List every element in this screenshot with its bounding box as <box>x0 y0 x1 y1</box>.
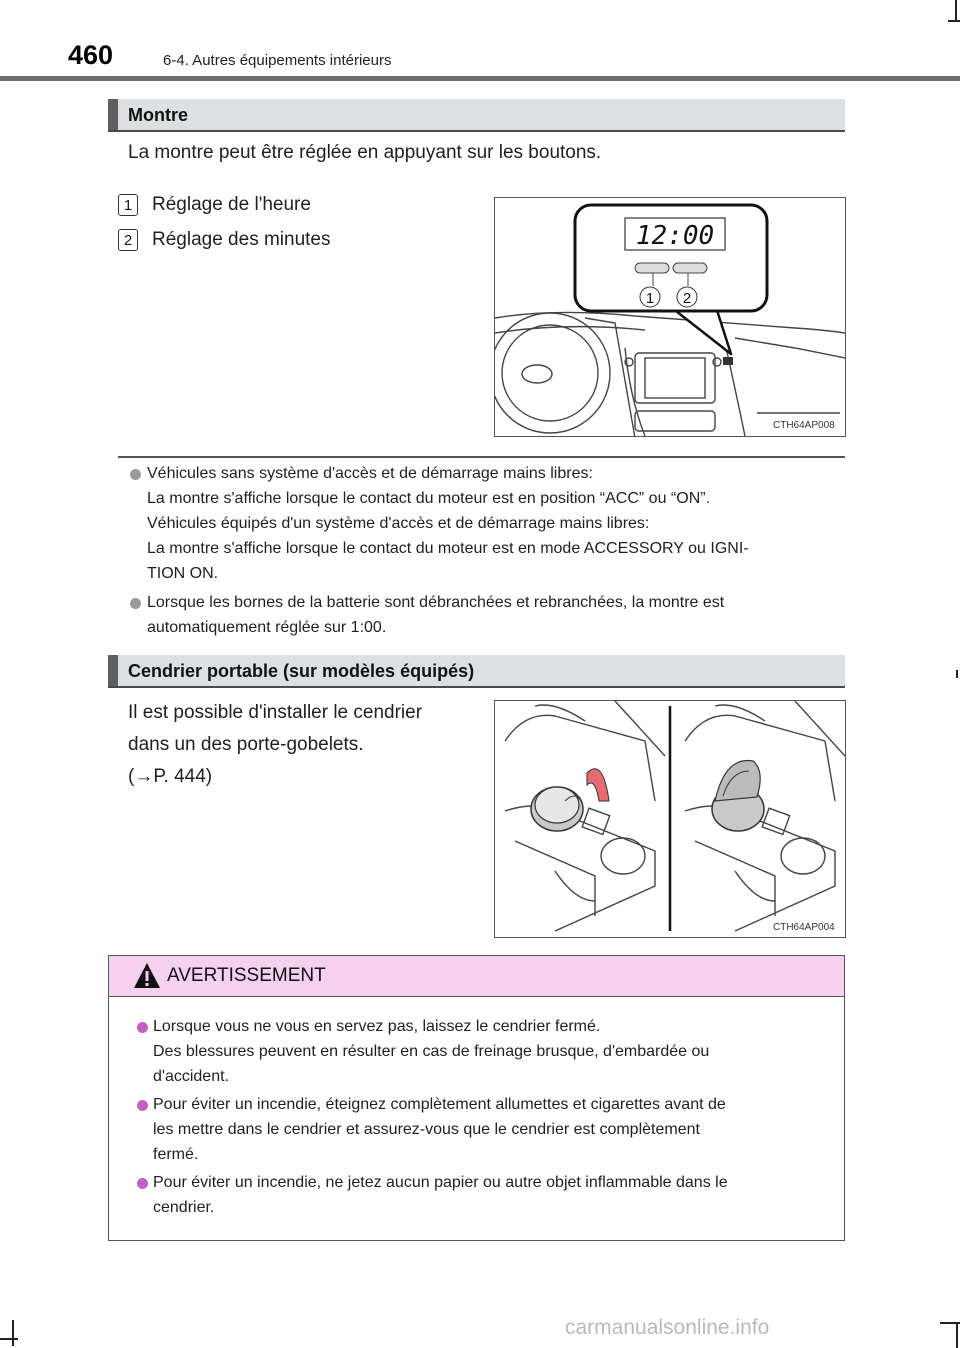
warning-line: les mettre dans le cendrier et assurez-vous que le cendrier est complètement <box>153 1121 700 1138</box>
section-bar-ashtray <box>108 655 845 688</box>
cupholder-drawing <box>495 701 845 937</box>
clock-illustration <box>494 197 846 437</box>
warning-item-extinguish <box>153 1092 837 1167</box>
warning-item-flammable <box>153 1170 837 1220</box>
note-battery <box>147 590 845 640</box>
ashtray-text-line: Il est possible d'installer le cendrier <box>128 702 423 723</box>
note-ignition <box>147 461 845 586</box>
warning-bullet <box>137 1178 148 1189</box>
bar-accent <box>108 655 118 686</box>
warning-line: cendrier. <box>153 1199 215 1216</box>
note-bullet <box>130 469 141 480</box>
ashtray-text <box>128 697 478 793</box>
warning-line: Pour éviter un incendie, ne jetez aucun papier ou autre objet inflammable dans le <box>153 1174 728 1191</box>
warning-line: fermé. <box>153 1146 199 1163</box>
figure-code: CTH64AP008 <box>773 420 835 431</box>
page-number: 460 <box>68 40 114 70</box>
section-title-ashtray: Cendrier portable (sur modèles équipés) <box>128 661 475 681</box>
item-number-badge: 1 <box>118 194 138 216</box>
warning-triangle-icon <box>133 962 161 989</box>
section-title-clock: Montre <box>128 105 188 125</box>
crop-mark <box>12 1320 14 1346</box>
ashtray-text-line: dans un des porte-gobelets. <box>128 734 364 755</box>
section-header: 6-4. Autres équipements intérieurs <box>163 52 392 69</box>
warning-bullet <box>137 1100 148 1111</box>
note-line: TION ON. <box>147 565 219 582</box>
crop-mark <box>940 1322 960 1324</box>
warning-item-closed <box>153 1014 837 1089</box>
bar-accent <box>108 99 118 130</box>
warning-title: AVERTISSEMENT <box>167 965 326 986</box>
crop-mark <box>0 1338 18 1340</box>
warning-bullet <box>137 1022 148 1033</box>
callout-2: 2 <box>682 290 692 307</box>
section-bar-clock <box>108 99 845 132</box>
warning-box <box>108 955 845 1241</box>
item-number-badge: 2 <box>118 229 138 251</box>
crop-mark <box>948 20 960 22</box>
note-line: La montre s'affiche lorsque le contact du moteur est en position “ACC” ou “ON”. <box>147 490 711 507</box>
notes-divider <box>118 456 845 458</box>
note-line: Véhicules équipés d'un système d'accès et de démarrage mains libres: <box>147 515 650 532</box>
crop-mark <box>955 0 957 22</box>
ashtray-illustration <box>494 700 846 938</box>
warning-line: Pour éviter un incendie, éteignez complètement allumettes et cigarettes avant de <box>153 1096 726 1113</box>
watermark: carmanualsonline.info <box>565 1316 770 1339</box>
note-line: Lorsque les bornes de la batterie sont débranchées et rebranchées, la montre est <box>147 594 725 611</box>
clock-intro: La montre peut être réglée en appuyant sur les boutons. <box>128 142 602 163</box>
note-line: automatiquement réglée sur 1:00. <box>147 619 387 636</box>
crop-mark <box>956 670 958 678</box>
clock-display-text: 12:00 <box>635 221 715 251</box>
warning-line: Lorsque vous ne vous en servez pas, laissez le cendrier fermé. <box>153 1018 601 1035</box>
warning-line: Des blessures peuvent en résulter en cas de freinage brusque, d'embardée ou <box>153 1043 710 1060</box>
note-bullet <box>130 598 141 609</box>
note-line: Véhicules sans système d'accès et de démarrage mains libres: <box>147 465 593 482</box>
header-rule <box>0 76 960 81</box>
note-line: La montre s'affiche lorsque le contact du moteur est en mode ACCESSORY ou IGNI- <box>147 540 749 557</box>
crop-mark <box>956 1322 958 1348</box>
warning-header <box>109 956 844 997</box>
item-label-hour: Réglage de l'heure <box>152 194 311 215</box>
warning-line: d'accident. <box>153 1068 229 1085</box>
page-reference-link[interactable]: (→P. 444) <box>128 766 213 787</box>
dashboard-drawing <box>495 198 845 436</box>
callout-1: 1 <box>645 290 655 307</box>
figure-code: CTH64AP004 <box>773 922 835 933</box>
item-label-minutes: Réglage des minutes <box>152 229 331 250</box>
